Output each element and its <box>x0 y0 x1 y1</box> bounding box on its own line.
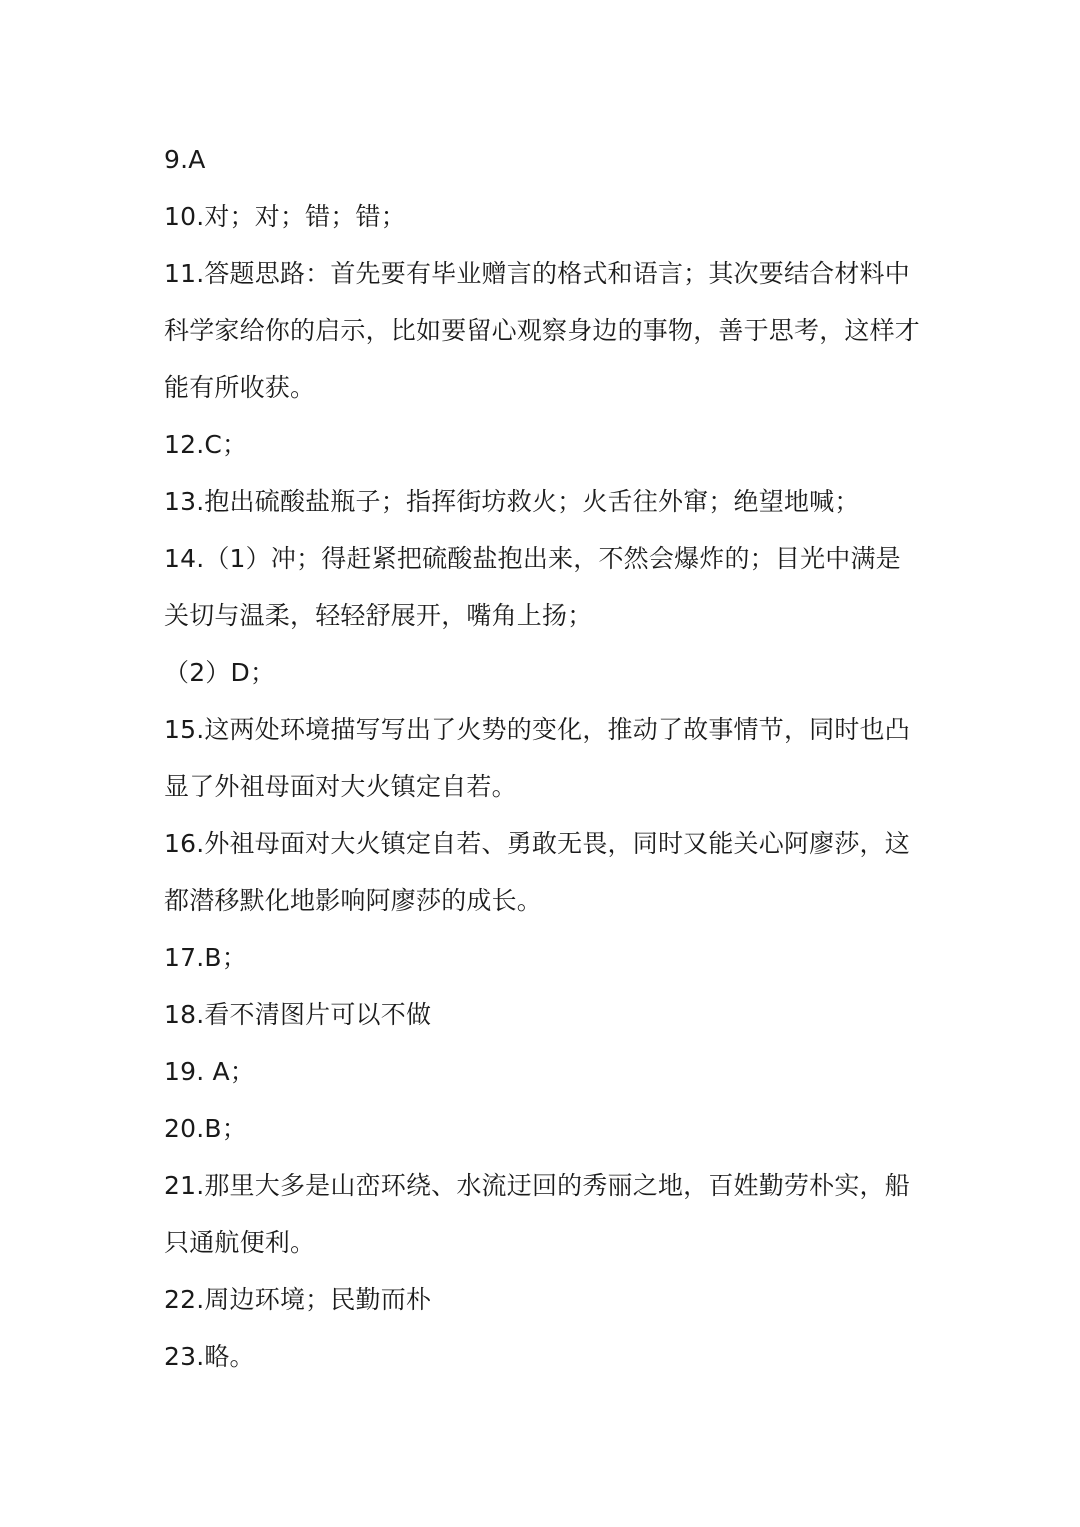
answer-22: 22.周边环境；民勤而朴 <box>164 1285 432 1314</box>
answer-19: 19. A； <box>164 1057 256 1086</box>
answer-17: 17.B； <box>164 943 247 972</box>
answer-15: 15.这两处环境描写写出了火势的变化，推动了故事情节，同时也凸显了外祖母面对大火镇定自若。 <box>164 715 910 801</box>
answer-20: 20.B； <box>164 1114 247 1143</box>
answer-list <box>164 131 924 1385</box>
answer-18: 18.看不清图片可以不做 <box>164 1000 432 1029</box>
answer-12: 12.C； <box>164 430 248 459</box>
answer-23: 23.略。 <box>164 1342 255 1371</box>
answer-11: 11.答题思路：首先要有毕业赠言的格式和语言；其次要结合材料中科学家给你的启示，比如要留心观察身边的事物，善于思考，这样才能有所收获。 <box>164 259 921 402</box>
answer-16: 16.外祖母面对大火镇定自若、勇敢无畏，同时又能关心阿廖莎，这都潜移默化地影响阿廖莎的成长。 <box>164 829 910 915</box>
answer-14-part-2: （2）D； <box>164 658 276 687</box>
answer-9: 9.A <box>164 145 206 174</box>
answer-14-part-1: 14.（1）冲；得赶紧把硫酸盐抱出来，不然会爆炸的；目光中满是关切与温柔，轻轻舒展开，嘴角上扬； <box>164 544 901 630</box>
answer-21: 21.那里大多是山峦环绕、水流迂回的秀丽之地，百姓勤劳朴实，船只通航便利。 <box>164 1171 910 1257</box>
answer-13: 13.抱出硫酸盐瓶子；指挥街坊救火；火舌往外窜；绝望地喊； <box>164 487 860 516</box>
answer-10: 10.对；对；错；错； <box>164 202 406 231</box>
